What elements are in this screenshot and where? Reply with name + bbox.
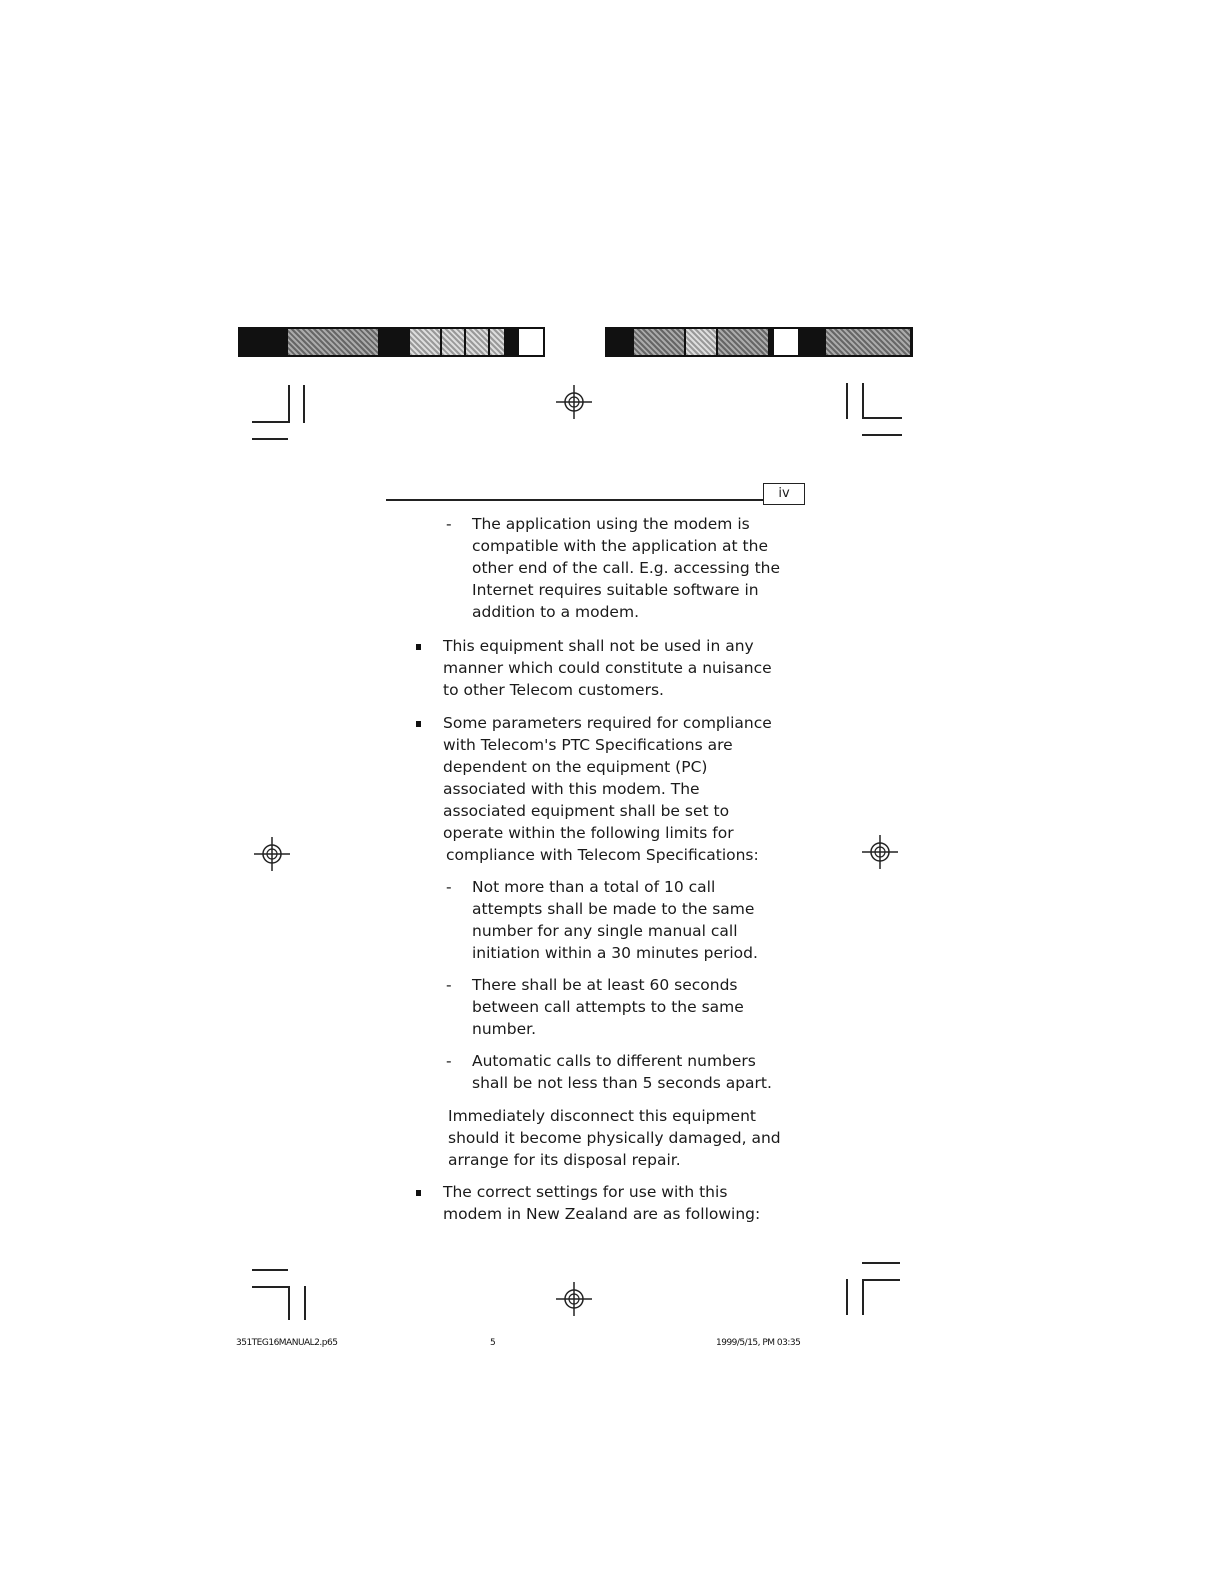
footer-filename: 351TEG16MANUAL2.p65 [236, 1338, 338, 1348]
page-number: iv [763, 483, 805, 505]
text-line: operate within the following limits for [443, 824, 734, 842]
text-line: other end of the call. E.g. accessing the [472, 559, 781, 577]
text-line: compatible with the application at the [472, 537, 768, 555]
text-line: between call attempts to the same [472, 998, 744, 1016]
text-line: addition to a modem. [472, 603, 639, 621]
text-line: Not more than a total of 10 call [472, 878, 716, 896]
text-line: arrange for its disposal repair. [448, 1151, 681, 1169]
text-line: manner which could constitute a nuisance [443, 659, 772, 677]
registration-target-left [253, 836, 291, 872]
text-line: with Telecom's PTC Specifications are [443, 736, 733, 754]
text-line: Internet requires suitable software in [472, 581, 759, 599]
text-line: attempts shall be made to the same [472, 900, 755, 918]
text-line: to other Telecom customers. [443, 681, 664, 699]
text-line: Automatic calls to different numbers [472, 1052, 756, 1070]
text-line: The application using the modem is [472, 515, 750, 533]
footer-timestamp: 1999/5/15, PM 03:35 [716, 1338, 801, 1348]
registration-target-bottom [555, 1281, 593, 1317]
registration-target-right [861, 834, 899, 870]
text-line: dependent on the equipment (PC) [443, 758, 708, 776]
header-rule [386, 499, 763, 501]
text-line: associated with this modem. The [443, 780, 700, 798]
text-line: number. [472, 1020, 536, 1038]
text-line: Immediately disconnect this equipment [448, 1107, 756, 1125]
text-line: modem in New Zealand are as following: [443, 1205, 761, 1223]
text-line: associated equipment shall be set to [443, 802, 730, 820]
bullet-icon [416, 721, 421, 727]
registration-target-top [555, 384, 593, 420]
bullet-icon [416, 644, 421, 650]
footer-page: 5 [490, 1338, 496, 1348]
text-line: This equipment shall not be used in any [443, 637, 754, 655]
bullet-icon [416, 1190, 421, 1196]
text-line: Some parameters required for compliance [443, 714, 772, 732]
text-line: shall be not less than 5 seconds apart. [472, 1074, 772, 1092]
text-line: compliance with Telecom Specifications: [446, 846, 759, 864]
text-line: There shall be at least 60 seconds [472, 976, 738, 994]
text-line: initiation within a 30 minutes period. [472, 944, 758, 962]
text-line: The correct settings for use with this [443, 1183, 728, 1201]
text-line: should it become physically damaged, and [448, 1129, 781, 1147]
text-line: number for any single manual call [472, 922, 738, 940]
